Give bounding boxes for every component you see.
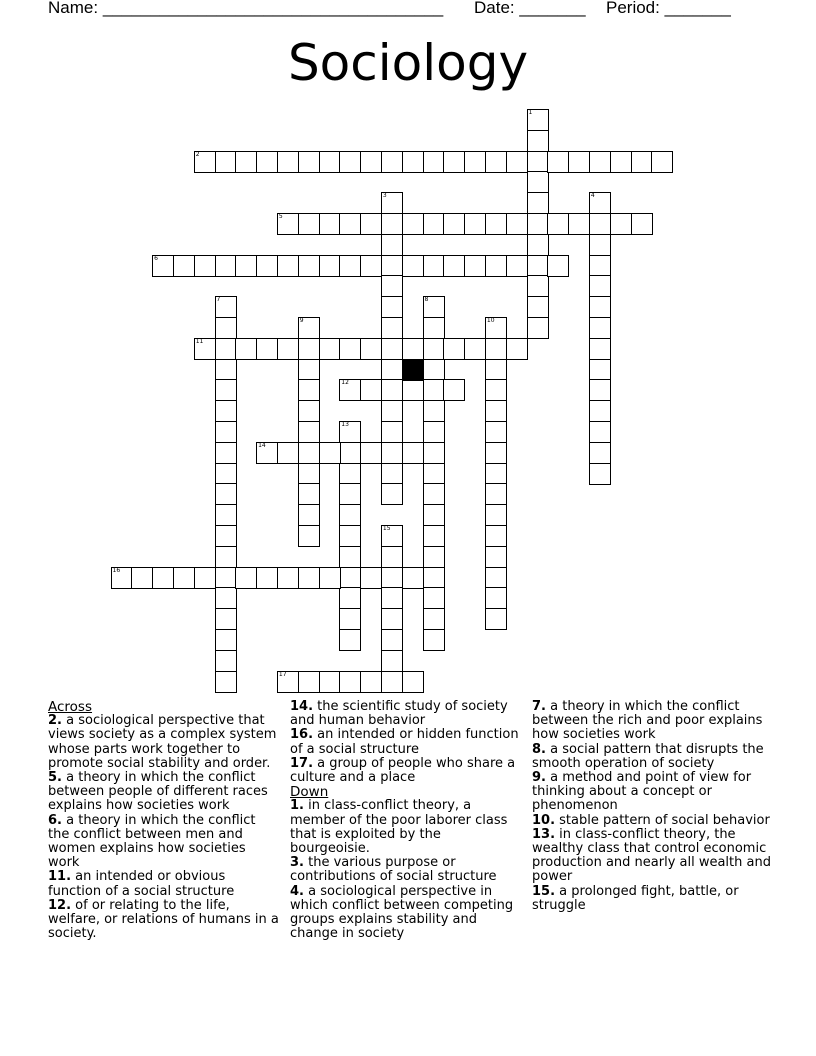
grid-cell[interactable]: [506, 255, 528, 277]
clue-number: 15: [382, 525, 391, 532]
grid-cell[interactable]: [256, 151, 278, 173]
grid-cell[interactable]: [485, 400, 507, 422]
clue-item-text: in class-conflict theory, the wealthy class that control economic production and nearly all wealth and power: [532, 826, 771, 885]
grid-cell[interactable]: [527, 234, 549, 256]
grid-cell[interactable]: [547, 213, 569, 235]
grid-cell[interactable]: [152, 255, 174, 277]
grid-cell[interactable]: [298, 359, 320, 381]
grid-cell[interactable]: [443, 255, 465, 277]
grid-cell[interactable]: [215, 359, 237, 381]
grid-cell[interactable]: [443, 151, 465, 173]
grid-cell[interactable]: [610, 151, 632, 173]
grid-cell[interactable]: [360, 151, 382, 173]
grid-cell[interactable]: [215, 629, 237, 651]
clue-item-number: 12.: [48, 897, 72, 913]
grid-cell[interactable]: [339, 567, 361, 589]
grid-cell[interactable]: [235, 567, 257, 589]
grid-cell[interactable]: [339, 421, 361, 443]
grid-cell[interactable]: [339, 483, 361, 505]
grid-cell[interactable]: [194, 255, 216, 277]
grid-cell[interactable]: [339, 587, 361, 609]
grid-cell[interactable]: [111, 567, 133, 589]
clue-item: [48, 771, 280, 814]
grid-cell[interactable]: [589, 317, 611, 339]
clue-item: [48, 899, 280, 942]
clue-item: [532, 700, 772, 743]
clue-item-number: 13.: [532, 826, 556, 842]
down-clue-list-continued: [532, 700, 772, 913]
grid-cell[interactable]: [256, 567, 278, 589]
grid-cell[interactable]: [381, 650, 403, 672]
clue-item-number: 2.: [48, 713, 62, 729]
grid-cell[interactable]: [381, 608, 403, 630]
clue-number: 1: [528, 109, 533, 116]
grid-cell[interactable]: [381, 567, 403, 589]
grid-cell[interactable]: [527, 192, 549, 214]
grid-cell[interactable]: [215, 483, 237, 505]
grid-cell[interactable]: [485, 151, 507, 173]
clue-number: 7: [216, 296, 221, 304]
grid-cell[interactable]: [256, 442, 278, 464]
grid-cell[interactable]: [298, 442, 320, 464]
grid-cell[interactable]: [485, 525, 507, 547]
clue-item: [532, 743, 772, 771]
grid-cell[interactable]: [381, 151, 403, 173]
page-title: Sociology: [287, 34, 529, 92]
grid-cell[interactable]: [381, 587, 403, 609]
clue-item-text: a sociological perspective that views society as a complex system whose parts work together to promote social stability and order.: [48, 713, 277, 771]
grid-cell[interactable]: [194, 338, 216, 360]
grid-cell[interactable]: [256, 255, 278, 277]
grid-cell[interactable]: [589, 400, 611, 422]
grid-cell[interactable]: [527, 296, 549, 318]
clue-item: [290, 885, 522, 942]
grid-cell[interactable]: [215, 525, 237, 547]
grid-cell[interactable]: [381, 400, 403, 422]
grid-cell[interactable]: [235, 338, 257, 360]
period-label: Period:: [606, 0, 660, 17]
grid-cell[interactable]: [381, 525, 403, 547]
clue-number: 13: [341, 421, 349, 428]
clue-number: 9: [299, 317, 304, 324]
grid-cell[interactable]: [381, 275, 403, 297]
grid-cell[interactable]: [402, 255, 424, 277]
grid-cell[interactable]: [423, 567, 445, 589]
grid-cell[interactable]: [215, 463, 237, 485]
grid-cell[interactable]: [485, 213, 507, 235]
grid-cell[interactable]: [339, 525, 361, 547]
clue-item-number: 5.: [48, 770, 62, 786]
grid-cell[interactable]: [319, 151, 341, 173]
grid-cell[interactable]: [215, 650, 237, 672]
grid-cell[interactable]: [215, 379, 237, 401]
grid-cell[interactable]: [485, 504, 507, 526]
grid-cell[interactable]: [277, 213, 299, 235]
clue-item-text: a theory in which the conflict the conflict between men and women explains how societies work: [48, 812, 256, 871]
grid-cell[interactable]: [381, 629, 403, 651]
grid-cell[interactable]: [360, 338, 382, 360]
clue-item-number: 1.: [290, 798, 304, 814]
grid-cell[interactable]: [215, 608, 237, 630]
clue-number: 10: [486, 317, 495, 324]
grid-cell[interactable]: [339, 463, 361, 485]
grid-cell[interactable]: [277, 338, 299, 360]
grid-cell[interactable]: [423, 504, 445, 526]
grid-cell[interactable]: [464, 151, 486, 173]
grid-cell[interactable]: [402, 671, 424, 693]
grid-cell[interactable]: [589, 296, 611, 318]
grid-cell[interactable]: [194, 151, 216, 173]
grid-cell[interactable]: [423, 546, 445, 568]
grid-cell[interactable]: [277, 567, 299, 589]
grid-cell[interactable]: [215, 546, 237, 568]
grid-cell[interactable]: [506, 213, 528, 235]
grid-cell[interactable]: [423, 587, 445, 609]
grid-cell[interactable]: [423, 379, 445, 401]
down-clue-list: [290, 799, 522, 941]
grid-cell[interactable]: [298, 213, 320, 235]
grid-cell[interactable]: [423, 255, 445, 277]
grid-cell[interactable]: [423, 338, 445, 360]
grid-cell[interactable]: [402, 151, 424, 173]
clue-number: 16: [112, 566, 121, 574]
grid-cell[interactable]: [402, 379, 424, 401]
grid-cell[interactable]: [339, 442, 361, 464]
clue-item-number: 4.: [290, 883, 304, 899]
date-line[interactable]: _______: [519, 0, 586, 17]
grid-cell[interactable]: [402, 442, 424, 464]
clue-item-number: 17.: [290, 755, 314, 771]
clue-number: 3: [382, 192, 387, 200]
grid-cell[interactable]: [360, 255, 382, 277]
grid-cell[interactable]: [527, 130, 549, 152]
grid-cell[interactable]: [547, 151, 569, 173]
grid-cell[interactable]: [381, 255, 403, 277]
grid-cell[interactable]: [381, 234, 403, 256]
grid-cell[interactable]: [568, 151, 590, 173]
grid-cell[interactable]: [381, 379, 403, 401]
clue-item: [532, 828, 772, 885]
grid-cell[interactable]: [298, 379, 320, 401]
grid-cell[interactable]: [423, 463, 445, 485]
clue-item-text: stable pattern of social behavior: [555, 812, 770, 828]
grid-cell[interactable]: [319, 567, 341, 589]
grid-cell[interactable]: [381, 442, 403, 464]
grid-cell[interactable]: [360, 379, 382, 401]
grid-cell[interactable]: [298, 463, 320, 485]
clues-column-2: [290, 700, 522, 941]
clue-item-text: a social pattern that disrupts the smooth operation of society: [532, 741, 764, 771]
grid-cell[interactable]: [485, 608, 507, 630]
grid-cell[interactable]: [131, 567, 153, 589]
grid-cell[interactable]: [194, 567, 216, 589]
clue-item-text: the scientific study of society and human behavior: [290, 699, 508, 729]
clue-item-text: a sociological perspective in which conflict between competing groups explains stability and change in society: [290, 883, 514, 942]
down-heading: Down: [290, 784, 329, 801]
grid-cell[interactable]: [381, 338, 403, 360]
clue-item: [290, 757, 522, 785]
clue-item-text: a prolonged fight, battle, or struggle: [532, 883, 739, 913]
grid-cell[interactable]: [423, 359, 445, 381]
grid-cell[interactable]: [589, 359, 611, 381]
grid-cell[interactable]: [485, 587, 507, 609]
grid-cell[interactable]: [485, 421, 507, 443]
clue-item-number: 3.: [290, 855, 304, 871]
date-label: Date:: [474, 0, 515, 17]
grid-cell[interactable]: [277, 151, 299, 173]
grid-cell[interactable]: [423, 296, 445, 318]
grid-cell[interactable]: [610, 213, 632, 235]
across-heading: Across: [48, 699, 93, 715]
grid-cell[interactable]: [215, 151, 237, 173]
grid-cell[interactable]: [589, 338, 611, 360]
grid-cell[interactable]: [319, 213, 341, 235]
across-clue-list-continued: [290, 700, 522, 785]
grid-cell[interactable]: [402, 567, 424, 589]
clue-item-text: a theory in which the conflict between the rich and poor explains how societies work: [532, 699, 763, 743]
grid-cell[interactable]: [589, 379, 611, 401]
grid-cell[interactable]: [485, 483, 507, 505]
grid-cell[interactable]: [631, 151, 653, 173]
grid-cell[interactable]: [381, 317, 403, 339]
grid-cell[interactable]: [298, 151, 320, 173]
grid-cell[interactable]: [402, 338, 424, 360]
grid-cell[interactable]: [443, 213, 465, 235]
clue-item-number: 14.: [290, 699, 314, 714]
grid-cell[interactable]: [423, 608, 445, 630]
clue-item: [532, 771, 772, 814]
grid-cell[interactable]: [402, 213, 424, 235]
grid-cell[interactable]: [381, 213, 403, 235]
name-label: Name:: [48, 0, 99, 17]
grid-cell[interactable]: [298, 338, 320, 360]
grid-cell[interactable]: [381, 296, 403, 318]
grid-cell[interactable]: [298, 504, 320, 526]
clue-item-number: 9.: [532, 770, 546, 786]
clue-item: [48, 870, 280, 898]
grid-cell[interactable]: [256, 338, 278, 360]
grid-cell[interactable]: [527, 151, 549, 173]
grid-cell[interactable]: [423, 213, 445, 235]
grid-cell[interactable]: [381, 421, 403, 443]
grid-cell[interactable]: [277, 671, 299, 693]
grid-cell[interactable]: [485, 379, 507, 401]
clue-item: [48, 814, 280, 871]
grid-cell[interactable]: [298, 400, 320, 422]
grid-cell[interactable]: [215, 587, 237, 609]
grid-cell[interactable]: [589, 275, 611, 297]
clue-number: 5: [278, 213, 283, 220]
grid-cell[interactable]: [547, 255, 569, 277]
grid-cell[interactable]: [464, 255, 486, 277]
clue-number: 8: [424, 296, 429, 304]
grid-cell[interactable]: [319, 442, 341, 464]
clue-item: [290, 856, 522, 884]
grid-cell[interactable]: [339, 546, 361, 568]
grid-cell[interactable]: [360, 671, 382, 693]
grid-cell[interactable]: [339, 255, 361, 277]
clue-item-text: of or relating to the life, welfare, or relations of humans in a society.: [48, 897, 279, 942]
clue-item: [48, 714, 280, 771]
grid-cell[interactable]: [423, 421, 445, 443]
grid-cell[interactable]: [381, 463, 403, 485]
clue-number: 17: [278, 670, 287, 678]
clue-item-text: a theory in which the conflict between people of different races explains how societies work: [48, 770, 268, 814]
grid-cell[interactable]: [277, 442, 299, 464]
grid-cell[interactable]: [589, 151, 611, 173]
grid-cell[interactable]: [298, 525, 320, 547]
grid-cell[interactable]: [527, 171, 549, 193]
grid-cell[interactable]: [381, 671, 403, 693]
clues-column-3: [532, 700, 772, 913]
grid-cell[interactable]: [339, 213, 361, 235]
grid-cell[interactable]: [381, 359, 403, 381]
clues-column-1: [48, 700, 280, 941]
grid-cell[interactable]: [423, 442, 445, 464]
grid-cell[interactable]: [485, 463, 507, 485]
grid-cell[interactable]: [298, 567, 320, 589]
grid-cell[interactable]: [381, 546, 403, 568]
grid-cell[interactable]: [235, 151, 257, 173]
clue-number: 14: [258, 441, 266, 449]
clue-item-text: an intended or obvious function of a social structure: [48, 869, 235, 899]
grid-cell[interactable]: [423, 629, 445, 651]
grid-cell[interactable]: [485, 338, 507, 360]
clue-number: 4: [590, 192, 595, 200]
grid-cell[interactable]: [360, 567, 382, 589]
clue-item-number: 11.: [48, 869, 72, 885]
clue-item-number: 6.: [48, 812, 62, 828]
grid-cell[interactable]: [589, 421, 611, 443]
grid-cell[interactable]: [339, 379, 361, 401]
grid-cell[interactable]: [651, 151, 673, 173]
grid-cell[interactable]: [360, 442, 382, 464]
grid-cell[interactable]: [568, 213, 590, 235]
grid-cell[interactable]: [589, 192, 611, 214]
grid-cell[interactable]: [423, 525, 445, 547]
grid-cell[interactable]: [215, 317, 237, 339]
grid-cell[interactable]: [215, 338, 237, 360]
clue-item-text: in class-conflict theory, a member of the poor laborer class that is exploited by the bourgeoisie.: [290, 798, 508, 857]
grid-cell[interactable]: [277, 255, 299, 277]
clue-item: [290, 728, 522, 756]
clue-number: 6: [154, 254, 158, 262]
grid-cell[interactable]: [381, 483, 403, 505]
grid-cell[interactable]: [339, 608, 361, 630]
grid-cell[interactable]: [173, 567, 195, 589]
grid-cell[interactable]: [215, 671, 237, 693]
grid-cell[interactable]: [298, 671, 320, 693]
grid-cell[interactable]: [506, 151, 528, 173]
clue-item-number: 10.: [532, 812, 556, 828]
grid-cell[interactable]: [339, 151, 361, 173]
clue-item: [532, 814, 772, 828]
grid-cell[interactable]: [298, 255, 320, 277]
grid-cell[interactable]: [589, 442, 611, 464]
clue-item-text: a method and point of view for thinking about a concept or phenomenon: [532, 770, 752, 814]
clue-item-number: 15.: [532, 883, 556, 899]
grid-cell[interactable]: [443, 338, 465, 360]
grid-cell[interactable]: [485, 359, 507, 381]
clue-item-text: an intended or hidden function of a social structure: [290, 727, 519, 757]
grid-cell[interactable]: [152, 567, 174, 589]
grid-cell[interactable]: [215, 567, 237, 589]
grid-cell[interactable]: [485, 442, 507, 464]
grid-cell[interactable]: [339, 671, 361, 693]
grid-cell[interactable]: [589, 255, 611, 277]
clue-item: [532, 885, 772, 913]
grid-cell[interactable]: [215, 421, 237, 443]
grid-cell[interactable]: [527, 317, 549, 339]
clue-item-number: 8.: [532, 741, 546, 757]
grid-cell[interactable]: [589, 463, 611, 485]
black-cell: [402, 359, 424, 381]
grid-cell[interactable]: [485, 255, 507, 277]
grid-cell[interactable]: [360, 213, 382, 235]
clue-item-number: 16.: [290, 727, 314, 743]
clue-item-number: 7.: [532, 699, 546, 714]
grid-cell[interactable]: [485, 567, 507, 589]
grid-cell[interactable]: [631, 213, 653, 235]
grid-cell[interactable]: [527, 275, 549, 297]
grid-cell[interactable]: [215, 504, 237, 526]
grid-cell[interactable]: [215, 442, 237, 464]
grid-cell[interactable]: [423, 483, 445, 505]
grid-cell[interactable]: [423, 151, 445, 173]
grid-cell[interactable]: [527, 255, 549, 277]
grid-cell[interactable]: [298, 483, 320, 505]
grid-cell[interactable]: [589, 213, 611, 235]
grid-cell[interactable]: [527, 109, 549, 131]
grid-cell[interactable]: [215, 255, 237, 277]
grid-cell[interactable]: [464, 338, 486, 360]
grid-cell[interactable]: [589, 234, 611, 256]
grid-cell[interactable]: [464, 213, 486, 235]
grid-cell[interactable]: [319, 671, 341, 693]
clue-item: [290, 700, 522, 728]
grid-cell[interactable]: [173, 255, 195, 277]
grid-cell[interactable]: [339, 504, 361, 526]
grid-cell[interactable]: [381, 192, 403, 214]
grid-cell[interactable]: [339, 338, 361, 360]
grid-cell[interactable]: [527, 213, 549, 235]
grid-cell[interactable]: [506, 338, 528, 360]
clue-item-text: the various purpose or contributions of social structure: [290, 855, 497, 885]
grid-cell[interactable]: [215, 296, 237, 318]
across-clue-list: [48, 714, 280, 941]
grid-cell[interactable]: [319, 338, 341, 360]
period-line[interactable]: _______: [664, 0, 731, 17]
name-line[interactable]: ____________________________________: [102, 0, 444, 17]
clue-item: [290, 799, 522, 856]
grid-cell[interactable]: [298, 317, 320, 339]
grid-cell[interactable]: [215, 400, 237, 422]
grid-cell[interactable]: [423, 317, 445, 339]
grid-cell[interactable]: [235, 255, 257, 277]
clue-number: 12: [341, 379, 349, 387]
grid-cell[interactable]: [339, 629, 361, 651]
grid-cell[interactable]: [319, 255, 341, 277]
clue-number: 2: [195, 150, 200, 158]
grid-cell[interactable]: [443, 379, 465, 401]
grid-cell[interactable]: [298, 421, 320, 443]
clue-item-text: a group of people who share a culture and a place: [290, 755, 516, 786]
grid-cell[interactable]: [423, 400, 445, 422]
grid-cell[interactable]: [485, 546, 507, 568]
grid-cell[interactable]: [485, 317, 507, 339]
clue-number: 11: [195, 337, 204, 345]
